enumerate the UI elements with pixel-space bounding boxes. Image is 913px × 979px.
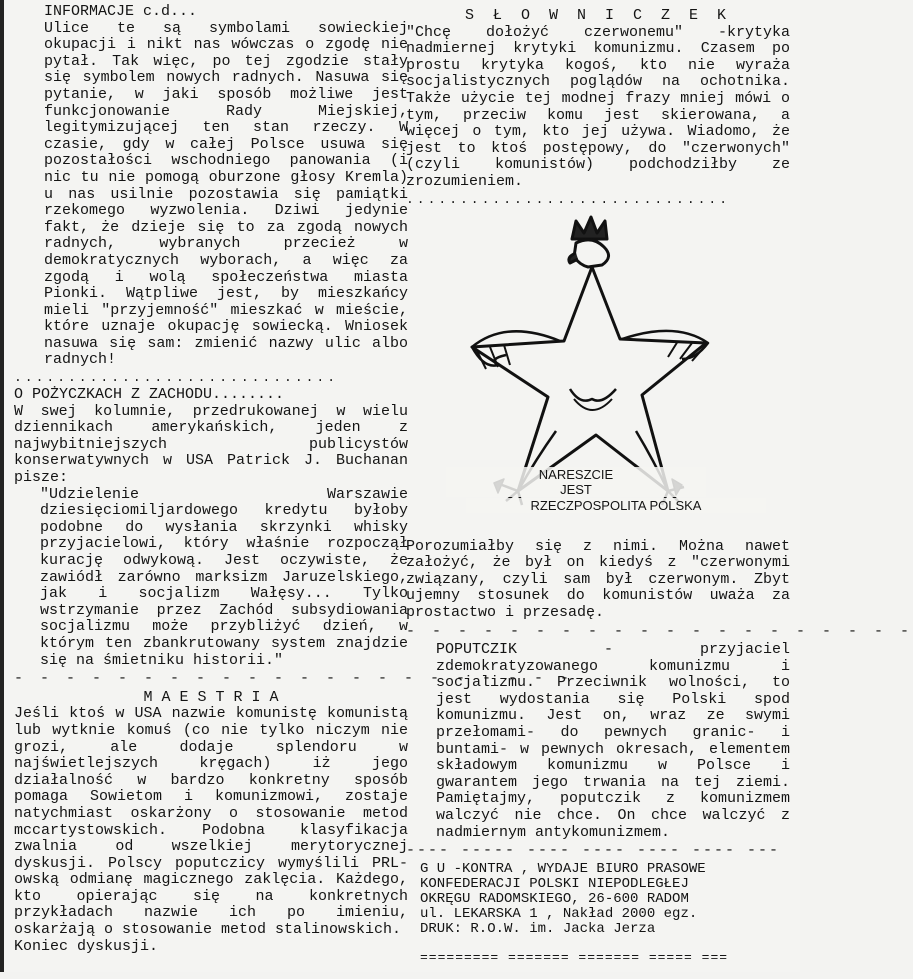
porozumialby-text: Porozumiałby się z nimi. Można nawet założyć, że był on kiedyś z "czerwonymi związany, czyli sam był czerwonym. Zbyt ujemny stosunek do komunistów uważa za prostactwo i przesadę. bbox=[406, 537, 790, 621]
informacje-text: Ulice te są symbolami sowieckiej okupacji i nikt nas wówczas o zgodę nie pytał. Tak więc, po tej zgodzie stały się symbolem nowych radnych. Nasuwa się pytanie, w jaki sposób możliwe jest funkcjonowanie Rady Miejskiej, legitymizującej ten stan rzeczy. W czasie, gdy w całej Polsce usuwa się pozostałości wschodniego panowania (i nic tu nie pomogą oburzone głosy Kremla) u nas usilnie pozostawia się pamiątki rzekomego wyzwolenia. Dziwi jedynie fakt, że dzieje się to za zgodą nowych radnych, wybranych przecież w demokratycznych wyborach, a więc za zgodą i wolą społeczeństwa miasta Pionki. Wątpliwe jest, by mieszkańcy mieli "przyjemność" mieszkać w mieście, które uznaje okupację sowiecką. Wniosek nasuwa się sam: zmienić nazwy ulic albo radnych! bbox=[44, 19, 408, 369]
left-wing bbox=[472, 331, 560, 365]
cartoon-caption-line1: NARESZCIE bbox=[446, 467, 706, 482]
dots-separator-right: .............................. bbox=[406, 191, 731, 207]
colophon-line5: DRUK: R.O.W. im. Jacka Jerza bbox=[420, 920, 656, 937]
right-column bbox=[406, 7, 913, 979]
buchanan-quote: "Udzielenie Warszawie dziesięciomiljardowego kredytu byłoby podobne do wysłania skrzynki whisky przyjacielowi, który właśnie rozpoczął kurację odwykową. Jest oczywiste, że zawiódł zarówno marksizm Jaruzelskiego, jak i socjalizm Wałęsy... Tylko wstrzymanie przez Zachód subsydiowania socjalizmu może przybliżyć dzień, w którym ten zbankrutowany system znajdzie się na śmietniku historii." bbox=[40, 485, 408, 669]
colophon-line3: OKRĘGU RADOMSKIEGO, 26-600 RADOM bbox=[420, 890, 689, 907]
informacje-heading: INFORMACJE c.d... bbox=[44, 3, 198, 20]
right-wing bbox=[622, 330, 708, 358]
star-outline bbox=[472, 267, 706, 491]
slowniczek-text: "Chcę dołożyć czerwonemu" -krytyka nadmiernej krytyki komunizmu. Czasem po prostu krytyka kogoś, kto nie wyraża socjalistycznych poglądów na ochotnika. Także użycie tej modnej frazy mniej mówi o tym, przeciw komu jest skierowana, a więcej o tym, kto jej używa. Wiadomo, że jest to ktoś postępowy, do "czerwonych" (czyli komunistów) podchodziłby ze zrozumieniem. bbox=[406, 23, 790, 190]
eagle-head bbox=[574, 239, 609, 266]
colophon-line2: KONFEDERACJI POLSKI NIEPODLEGŁEJ bbox=[420, 875, 689, 892]
maestria-text: Jeśli ktoś w USA nazwie komunistę komunistą lub wytknie komuś (co nie tylko niczym nie grozi, ale dodaje splendoru w najświetlejszych kręgach) iż jego działalność w bardzo konkretny sposób pomaga Sowietom i komunizmowi, zostaje natychmiast oskarżony o stosowanie metod mccartystowskich. Podobna klasyfikacja zwalnia od wszelkiej merytorycznej dyskusji. Polscy poputczicy wymyślili PRL-owską odmianę magicznego zaklęcia. Każdego, kto opierając się na konkretnych przykładach nazwie ich po imieniu, oskarżają o stosowanie metod stalinowskich. bbox=[14, 705, 408, 939]
colophon-line1: G U -KONTRA , WYDAJE BIURO PRASOWE bbox=[420, 860, 706, 877]
poputczik-text: POPUTCZIK - przyjaciel zdemokratyzowanego komunizmu i socjalizmu. Przeciwnik wolności, to jest wydostania się Polski spod komunizmu. Jest on, wraz ze swymi przełomami- do pewnych granic- i buntami- w pewnych okresach, elementem składowym komunizmu w Polsce i gwarantem jego trwania na tej ziemi. Pamiętajmy, poputczik z komunizmem walczyć nie chce. On chce walczyć z nadmiernym antykomunizmem. bbox=[436, 641, 790, 841]
maestria-heading: M A E S T R I A bbox=[143, 688, 279, 706]
colophon-line4: ul. LEKARSKA 1 , Nakład 2000 egz. bbox=[420, 905, 698, 922]
eagle-star-cartoon bbox=[406, 209, 790, 539]
maestria-closing: Koniec dyskusji. bbox=[14, 937, 159, 955]
equals-separator: ========= ======= ======= ===== === bbox=[420, 949, 729, 965]
dash-separator-right: - - - - - - - - - - - - - - - - - - - - bbox=[406, 622, 913, 640]
slowniczek-heading: S Ł O W N I C Z E K bbox=[464, 7, 732, 24]
dash-separator: - - - - - - - - - - - - - - - - - - - - - - bbox=[14, 670, 574, 688]
colophon bbox=[406, 862, 790, 967]
dots-separator: .............................. bbox=[14, 370, 339, 386]
crown-icon bbox=[572, 217, 607, 239]
pozyczki-text: W swej kolumnie, przedrukowanej w wielu dziennikach amerykańskich, jeden z najwybitniejszych publicystów konserwatywnych w USA Patrick J. Buchanan pisze: bbox=[14, 402, 408, 487]
scan-edge bbox=[0, 0, 4, 972]
dash-separator-right-2: ---- ----- ---- ---- ---- ---- --- bbox=[406, 842, 781, 860]
pozyczki-heading: O POŻYCZKACH Z ZACHODU........ bbox=[14, 386, 285, 404]
cartoon-caption-line2: JEST bbox=[446, 482, 706, 497]
cartoon-caption-line3: RZECZPOSPOLITA POLSKA bbox=[466, 498, 766, 513]
